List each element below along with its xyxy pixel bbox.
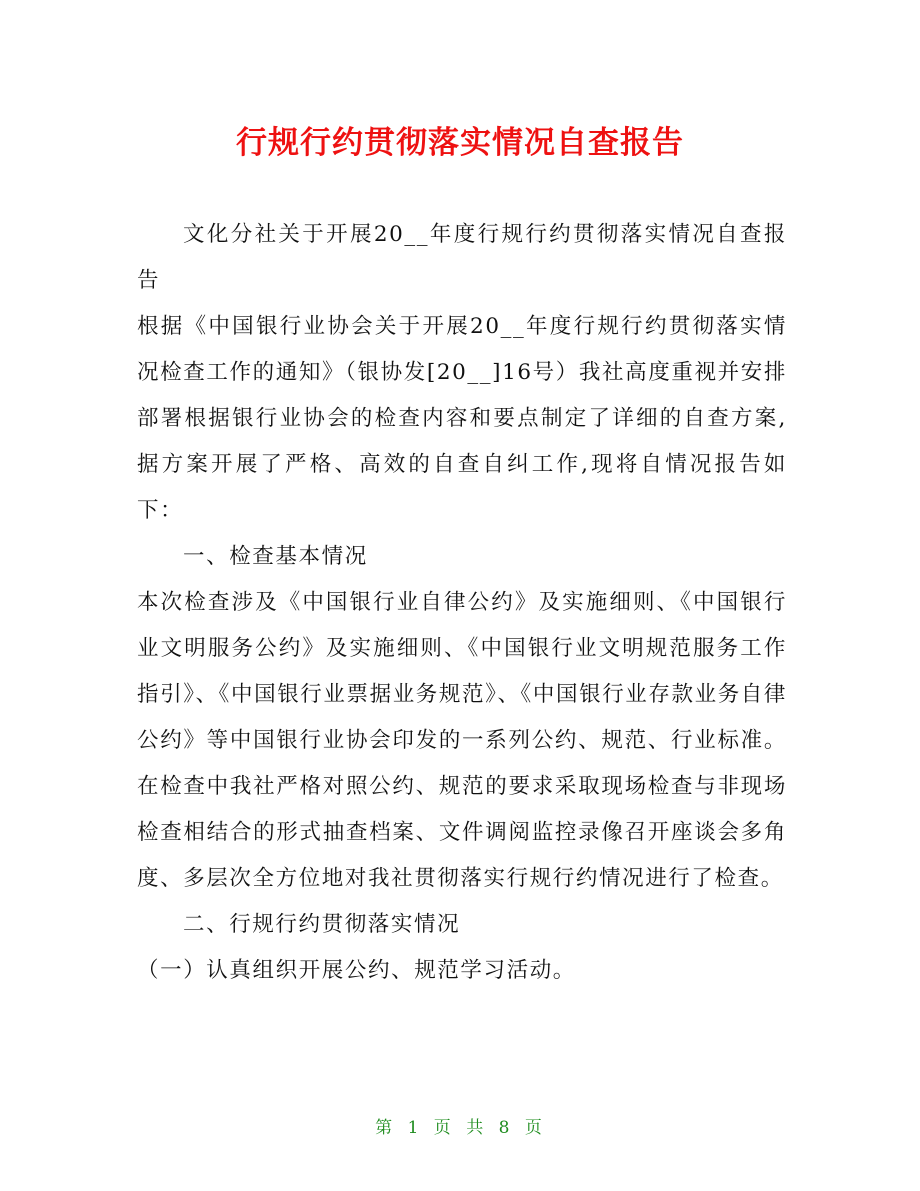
section-heading-2: 二、行规行约贯彻落实情况: [183, 912, 461, 937]
subsection-heading-1: （一）认真组织开展公约、规范学习活动。: [137, 958, 576, 983]
section-heading-1: 一、检查基本情况: [183, 544, 368, 569]
document-body: [137, 212, 787, 994]
paragraph-basis: 根据《中国银行业协会关于开展20__年度行规行约贯彻落实情况检查工作的通知》（银协发[20__]16号）我社高度重视并安排部署根据银行业协会的检查内容和要点制定了详细的自查方案,据方案开展了严格、高效的自查自纠工作,现将自情况报告如下：: [137, 314, 787, 523]
paragraph-intro: 文化分社关于开展20__年度行规行约贯彻落实情况自查报告: [137, 222, 787, 293]
paragraph-inspection: 本次检查涉及《中国银行业自律公约》及实施细则、《中国银行业文明服务公约》及实施细则、《中国银行业文明规范服务工作指引》、《中国银行业票据业务规范》、《中国银行业存款业务自律公约》等中国银行业协会印发的一系列公约、规范、行业标准。在检查中我社严格对照公约、规范的要求采取现场检查与非现场检查相结合的形式抽查档案、文件调阅监控录像召开座谈会多角度、多层次全方位地对我社贯彻落实行规行约情况进行了检查。: [137, 590, 788, 891]
page-footer: 第 1 页 共 8 页: [375, 1118, 545, 1138]
document-title: 行规行约贯彻落实情况自查报告: [236, 125, 684, 161]
